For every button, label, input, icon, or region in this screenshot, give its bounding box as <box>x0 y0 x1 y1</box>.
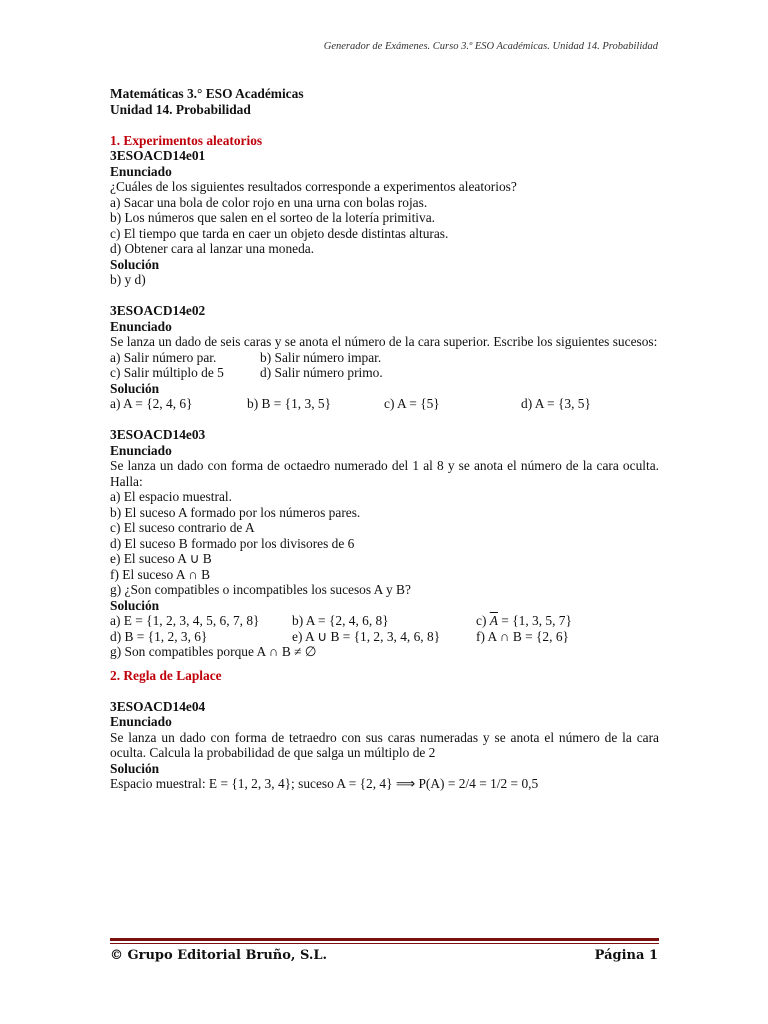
exercise-question: Se lanza un dado con forma de tetraedro con sus caras numeradas y se anota el número de la cara oculta. Calcula la probabilidad de que salga un múltiplo de 2 <box>110 729 659 760</box>
exercise-code: 3ESOACD14e02 <box>110 303 206 318</box>
complement-symbol: $\overline{A}$ <box>489 613 498 628</box>
solution-b: b) B = {1, 3, 5} <box>247 396 332 411</box>
option-c: c) Salir múltiplo de 5 <box>110 365 224 380</box>
exercise-code: 3ESOACD14e01 <box>110 148 206 163</box>
footer-page-number: Página 1 <box>594 948 658 963</box>
exercise-code: 3ESOACD14e03 <box>110 427 206 442</box>
option-g: g) ¿Son compatibles o incompatibles los sucesos A y B? <box>110 582 411 597</box>
solution-c <box>476 613 572 629</box>
options-row <box>110 350 659 366</box>
solucion-label: Solución <box>110 256 160 272</box>
footer-copyright: © Grupo Editorial Bruño, S.L. <box>110 948 328 963</box>
solution-row <box>110 613 659 629</box>
solucion-label: Solución <box>110 597 160 613</box>
option-a: a) Salir número par. <box>110 349 217 365</box>
solution-d: d) B = {1, 2, 3, 6} <box>110 628 208 644</box>
option-c: c) El suceso contrario de A <box>110 520 255 535</box>
solution-row <box>110 396 659 412</box>
doc-title: Matemáticas 3.° ESO Académicas <box>110 86 304 101</box>
exercise-question: Se lanza un dado de seis caras y se anota el número de la cara superior. Escribe los siguientes sucesos: <box>110 334 658 349</box>
exercise-question: Se lanza un dado con forma de octaedro numerado del 1 al 8 y se anota el número de la cara oculta. Halla: <box>110 458 659 489</box>
solucion-label: Solución <box>110 380 160 396</box>
option-b: b) Salir número impar. <box>260 349 382 365</box>
solution-a: a) E = {1, 2, 3, 4, 5, 6, 7, 8} <box>110 613 260 628</box>
enunciado-label: Enunciado <box>110 442 172 458</box>
solution-c-prefix: c) <box>476 613 490 628</box>
solution-b: b) A = {2, 4, 6, 8} <box>292 613 389 628</box>
solution-f: f) A ∩ B = {2, 6} <box>476 628 569 644</box>
option-d: d) El suceso B formado por los divisores de 6 <box>110 535 355 551</box>
running-header: Generador de Exámenes. Curso 3.º ESO Académicas. Unidad 14. Probabilidad <box>323 41 658 52</box>
option-c: c) El tiempo que tarda en caer un objeto desde distintas alturas. <box>110 225 449 241</box>
section-heading-1: 1. Experimentos aleatorios <box>110 132 263 148</box>
option-d: d) Salir número primo. <box>260 365 383 380</box>
solution-text: b) y d) <box>110 272 146 287</box>
solution-text: Espacio muestral: E = {1, 2, 3, 4}; suceso A = {2, 4} ⟹ P(A) = 2/4 = 1/2 = 0,5 <box>110 776 539 791</box>
exercise-code: 3ESOACD14e04 <box>110 698 206 714</box>
solution-e: e) A ∪ B = {1, 2, 3, 4, 6, 8} <box>292 628 441 644</box>
enunciado-label: Enunciado <box>110 318 172 334</box>
page-content <box>110 86 659 792</box>
exercise-question: ¿Cuáles de los siguientes resultados corresponde a experimentos aleatorios? <box>110 179 517 194</box>
section-heading-2: 2. Regla de Laplace <box>110 667 222 683</box>
option-b: b) Los números que salen en el sorteo de la lotería primitiva. <box>110 210 435 225</box>
option-f: f) El suceso A ∩ B <box>110 566 211 582</box>
solucion-label: Solución <box>110 760 160 776</box>
solution-a: a) A = {2, 4, 6} <box>110 396 193 411</box>
solution-row <box>110 629 659 645</box>
enunciado-label: Enunciado <box>110 714 172 729</box>
options-row <box>110 365 659 381</box>
footer-rule <box>110 938 659 941</box>
option-e: e) El suceso A ∪ B <box>110 551 212 566</box>
footer-rule-thin <box>110 943 659 944</box>
option-d: d) Obtener cara al lanzar una moneda. <box>110 241 315 256</box>
solution-g: g) Son compatibles porque A ∩ B ≠ ∅ <box>110 644 317 659</box>
doc-subtitle: Unidad 14. Probabilidad <box>110 101 251 117</box>
option-a: a) El espacio muestral. <box>110 489 232 504</box>
option-b: b) El suceso A formado por los números pares. <box>110 504 361 520</box>
solution-c-set: = {1, 3, 5, 7} <box>497 613 572 628</box>
enunciado-label: Enunciado <box>110 163 172 179</box>
option-a: a) Sacar una bola de color rojo en una urna con bolas rojas. <box>110 194 428 210</box>
solution-c: c) A = {5} <box>384 396 440 411</box>
solution-d: d) A = {3, 5} <box>521 396 591 411</box>
